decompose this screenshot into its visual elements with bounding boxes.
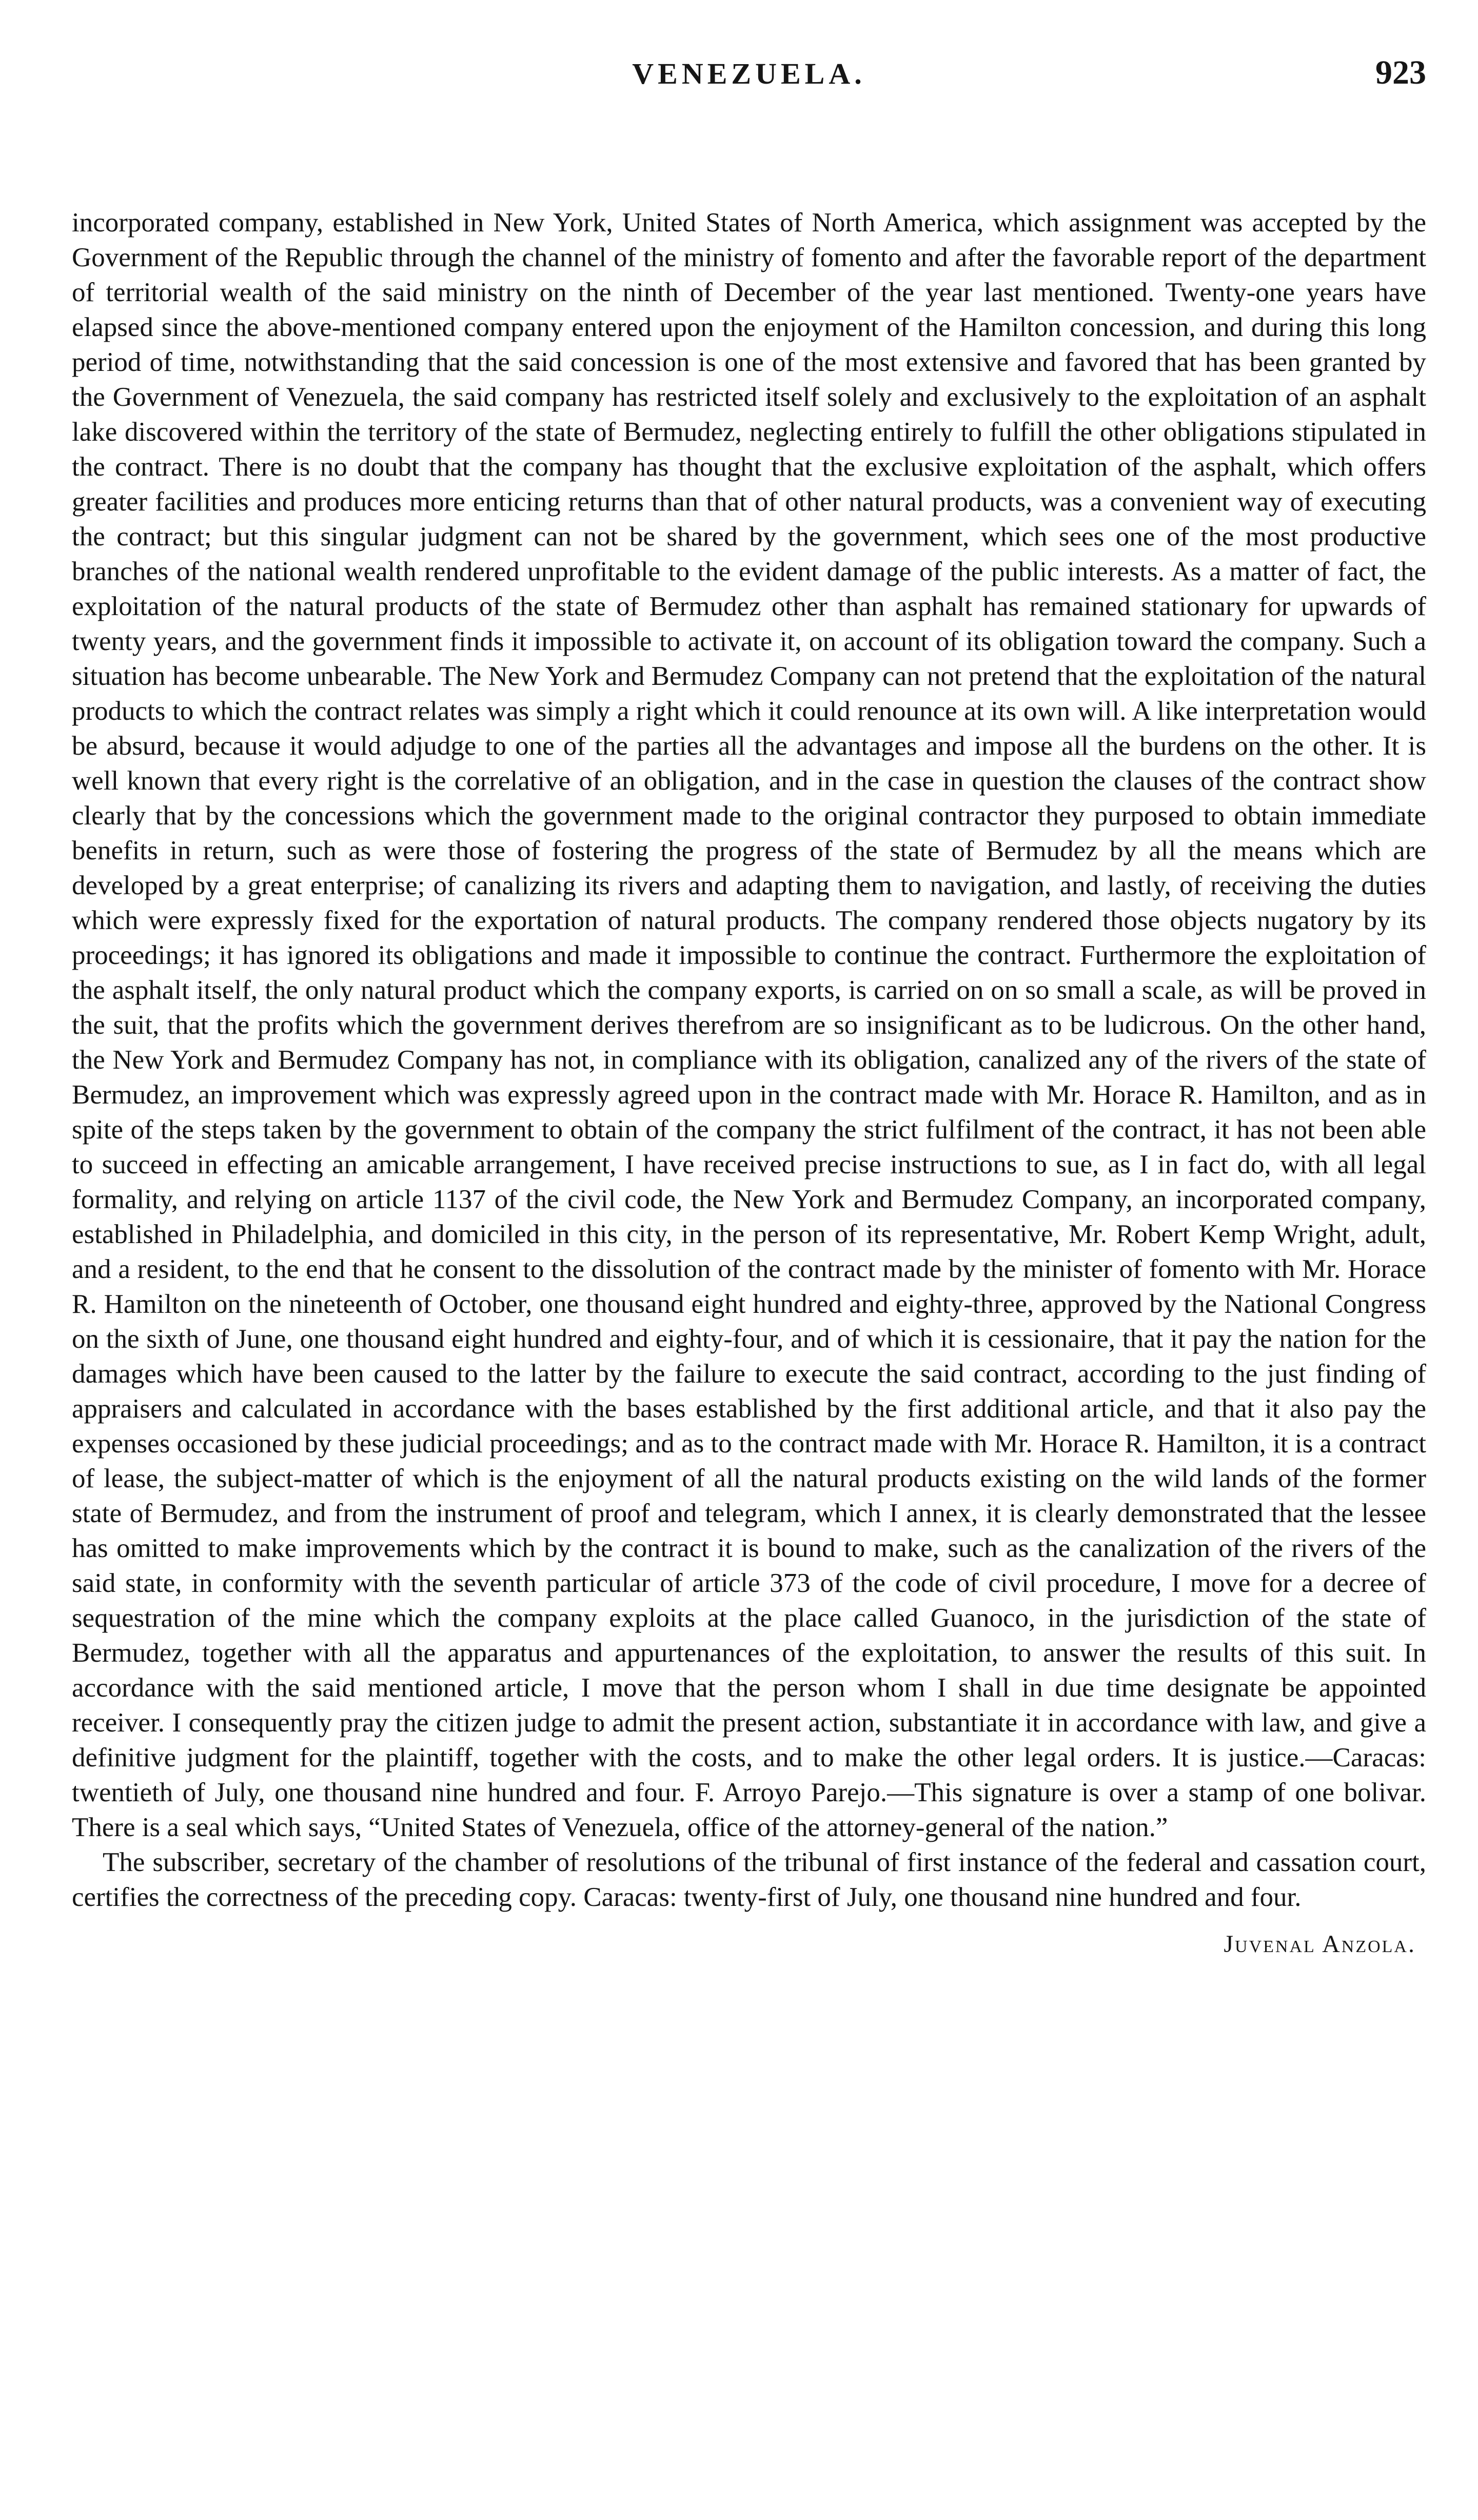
page-number: 923 xyxy=(1375,54,1426,91)
body-paragraph: incorporated company, established in New York, United States of North America, which assignment was accepted by the Government of the Republic through the channel of the ministry of fomento and after the favorable report of the department of territorial wealth of the said ministry on the ninth of December of the year last mentioned. Twenty-one years have elapsed since the above-mentioned company entered upon the enjoyment of the Hamilton concession, and during this long period of time, notwithstanding that the said concession is one of the most extensive and favored that has been granted by the Government of Venezuela, the said company has restricted itself solely and exclusively to the exploitation of an asphalt lake discovered within the territory of the state of Bermudez, neglecting entirely to fulfill the other obligations stipulated in the contract. There is no doubt that the company has thought that the exclusive exploitation of the asphalt, which offers greater facilities and produces more enticing returns than that of other natural products, was a convenient way of executing the contract; but this singular judgment can not be shared by the government, which sees one of the most productive branches of the national wealth rendered unprofitable to the evident damage of the public interests. As a matter of fact, the exploitation of the natural products of the state of Bermudez other than asphalt has remained stationary for upwards of twenty years, and the government finds it impossible to activate it, on account of its obligation toward the company. Such a situation has become unbearable. The New York and Bermudez Company can not pretend that the exploitation of the natural products to which the contract relates was simply a right which it could renounce at its own will. A like interpretation would be absurd, because it would adjudge to one of the parties all the advantages and impose all the burdens on the other. It is well known that every right is the correlative of an obligation, and in the case in question the clauses of the contract show clearly that by the concessions which the government made to the original contractor they purposed to obtain immediate benefits in return, such as were those of fostering the progress of the state of Bermudez by all the means which are developed by a great enterprise; of canalizing its rivers and adapting them to navigation, and lastly, of receiving the duties which were expressly fixed for the exportation of natural products. The company rendered those objects nugatory by its proceedings; it has ignored its obligations and made it impossible to continue the contract. Furthermore the exploitation of the asphalt itself, the only natural product which the company exports, is carried on on so small a scale, as will be proved in the suit, that the profits which the government derives therefrom are so insignificant as to be ludicrous. On the other hand, the New York and Bermudez Company has not, in compliance with its obligation, canalized any of the rivers of the state of Bermudez, an improvement which was expressly agreed upon in the contract made with Mr. Horace R. Hamilton, and as in spite of the steps taken by the government to obtain of the company the strict fulfilment of the contract, it has not been able to succeed in effecting an amicable arrangement, I have received precise instructions to sue, as I in fact do, with all legal formality, and relying on article 1137 of the civil code, the New York and Bermudez Company, an incorporated company, established in Philadelphia, and domiciled in this city, in the person of its representative, Mr. Robert Kemp Wright, adult, and a resident, to the end that he consent to the dissolution of the contract made by the minister of fomento with Mr. Horace R. Hamilton on the nineteenth of October, one thousand eight hundred and eighty-three, approved by the National Congress on the sixth of June, one thousand eight hundred and eighty-four, and of which it is cessionaire, that it pay the nation for the damages which have been caused to the latter by the failure to execute the said contract, according to the just finding of appraisers and calculated in accordance with the bases established by the first additional article, and that it also pay the expenses occasioned by these judicial proceedings; and as to the contract made with Mr. Horace R. Hamilton, it is a contract of lease, the subject-matter of which is the enjoyment of all the natural products existing on the wild lands of the former state of Bermudez, and from the instrument of proof and telegram, which I annex, it is clearly demonstrated that the lessee has omitted to make improvements which by the contract it is bound to make, such as the canalization of the rivers of the said state, in conformity with the seventh particular of article 373 of the code of civil procedure, I move for a decree of sequestration of the mine which the company exploits at the place called Guanoco, in the jurisdiction of the state of Bermudez, together with all the apparatus and appurtenances of the exploitation, to answer the results of this suit. In accordance with the said mentioned article, I move that the person whom I shall in due time designate be appointed receiver. I consequently pray the citizen judge to admit the present action, substantiate it in accordance with law, and give a definitive judgment for the plaintiff, together with the costs, and to make the other legal orders. It is justice.—Caracas: twentieth of July, one thousand nine hundred and four. F. Arroyo Parejo.—This signature is over a stamp of one bolivar. There is a seal which says, “United States of Venezuela, office of the attorney-general of the nation.” xyxy=(72,208,1426,1842)
signature: Juvenal Anzola. xyxy=(1224,1931,1416,1958)
document-body xyxy=(72,205,1426,1915)
page-title: VENEZUELA. xyxy=(632,57,866,90)
certification-paragraph: The subscriber, secretary of the chamber of resolutions of the tribunal of first instance of the federal and cassation court, certifies the correctness of the preceding copy. Caracas: twenty-first of July, one thousand nine hundred and four. xyxy=(72,1847,1426,1912)
document-page xyxy=(72,56,1426,1958)
running-head xyxy=(72,56,1426,113)
